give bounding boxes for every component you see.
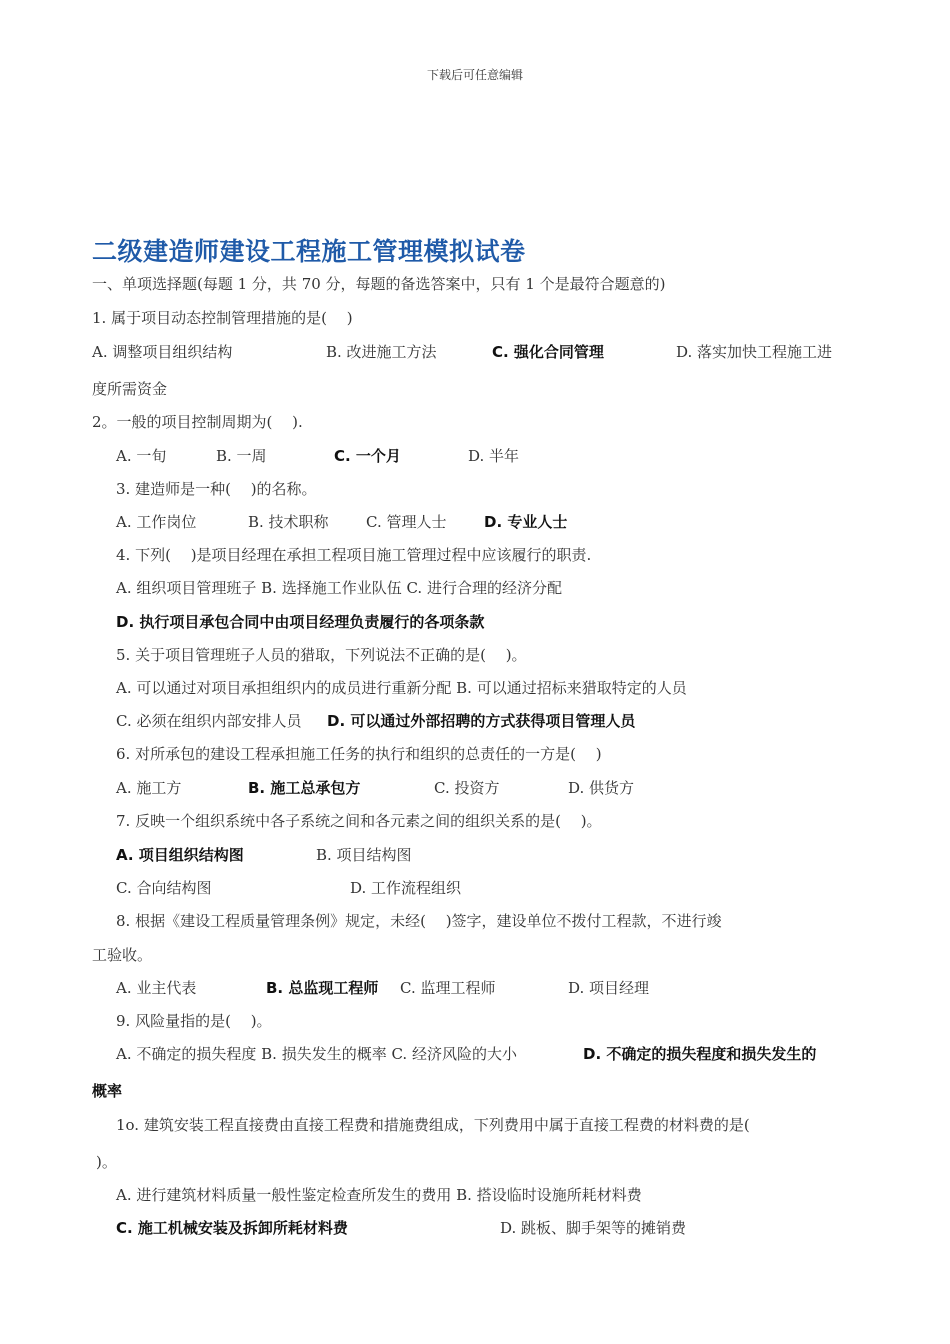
question-1-option-d-cont: 度所需资金 — [92, 380, 168, 398]
question-8-option-d: D. 项目经理 — [568, 979, 650, 997]
question-6-option-c: C. 投资方 — [434, 779, 500, 797]
question-6-stem: 6. 对所承包的建设工程承担施工任务的执行和组织的总责任的一方是( ) — [116, 745, 602, 763]
question-10-option-c: C. 施工机械安装及拆卸所耗材料费 — [116, 1219, 348, 1237]
question-3-option-b: B. 技术职称 — [248, 513, 329, 531]
question-10-option-d: D. 跳板、脚手架等的摊销费 — [500, 1219, 687, 1237]
question-3-option-a: A. 工作岗位 — [116, 513, 197, 531]
question-7-option-a: A. 项目组织结构图 — [116, 846, 244, 864]
question-1-stem: 1. 属于项目动态控制管理措施的是( ) — [92, 309, 353, 327]
question-7-stem: 7. 反映一个组织系统中各子系统之间和各元素之间的组织关系的是( )。 — [116, 812, 602, 830]
question-5-option-d: D. 可以通过外部招聘的方式获得项目管理人员 — [327, 712, 636, 730]
question-1-option-c: C. 强化合同管理 — [492, 343, 604, 361]
question-8-option-a: A. 业主代表 — [116, 979, 197, 997]
question-2-option-d: D. 半年 — [468, 447, 520, 465]
question-4-option-d: D. 执行项目承包合同中由项目经理负责履行的各项条款 — [116, 613, 485, 631]
question-3-option-d: D. 专业人士 — [484, 513, 568, 531]
question-8-stem-cont: 工验收。 — [92, 946, 153, 964]
section-heading: 一、单项选择题(每题 1 分，共 70 分，每题的备选答案中，只有 1 个是最符合题意的) — [92, 275, 666, 293]
question-9-stem: 9. 风险量指的是( )。 — [116, 1012, 272, 1030]
question-10-options-ab: A. 进行建筑材料质量一般性鉴定检查所发生的费用 B. 搭设临时设施所耗材料费 — [116, 1186, 642, 1204]
question-4-options-abc: A. 组织项目管理班子 B. 选择施工作业队伍 C. 进行合理的经济分配 — [116, 579, 562, 597]
question-6-option-d: D. 供货方 — [568, 779, 635, 797]
question-8-stem: 8. 根据《建设工程质量管理条例》规定，未经( )签字，建设单位不拨付工程款，不进行竣 — [116, 912, 722, 930]
question-6-option-a: A. 施工方 — [116, 779, 182, 797]
question-1-option-b: B. 改进施工方法 — [326, 343, 437, 361]
question-10-stem: 1o. 建筑安装工程直接费由直接工程费和措施费组成，下列费用中属于直接工程费的材料费的是( — [116, 1116, 750, 1134]
question-3-option-c: C. 管理人士 — [366, 513, 447, 531]
question-3-stem: 3. 建造师是一种( )的名称。 — [116, 480, 317, 498]
page-title: 二级建造师建设工程施工管理模拟试卷 — [92, 237, 526, 266]
question-10-stem-cont: )。 — [96, 1153, 117, 1171]
question-4-stem: 4. 下列( )是项目经理在承担工程项目施工管理过程中应该履行的职责. — [116, 546, 592, 564]
question-7-option-d: D. 工作流程组织 — [350, 879, 462, 897]
header-note: 下载后可任意编辑 — [426, 68, 523, 82]
question-2-option-a: A. 一旬 — [116, 447, 167, 465]
question-7-option-c: C. 合向结构图 — [116, 879, 212, 897]
question-8-option-b: B. 总监现工程师 — [266, 979, 379, 997]
question-8-option-c: C. 监理工程师 — [400, 979, 496, 997]
question-9-option-d-cont: 概率 — [92, 1082, 123, 1100]
question-2-option-b: B. 一周 — [216, 447, 267, 465]
question-6-option-b: B. 施工总承包方 — [248, 779, 361, 797]
question-9-option-d: D. 不确定的损失程度和损失发生的 — [583, 1045, 817, 1063]
question-5-stem: 5. 关于项目管理班子人员的猎取，下列说法不正确的是( )。 — [116, 646, 527, 664]
question-1-option-d: D. 落实加快工程施工进 — [676, 343, 833, 361]
question-5-options-ab: A. 可以通过对项目承担组织内的成员进行重新分配 B. 可以通过招标来猎取特定的人员 — [116, 679, 687, 697]
question-2-option-c: C. 一个月 — [334, 447, 401, 465]
question-9-options-abc: A. 不确定的损失程度 B. 损失发生的概率 C. 经济风险的大小 — [116, 1045, 517, 1063]
question-5-option-c: C. 必须在组织内部安排人员 — [116, 712, 302, 730]
question-2-stem: 2。一般的项目控制周期为( ). — [92, 413, 303, 431]
question-7-option-b: B. 项目结构图 — [316, 846, 412, 864]
question-1-option-a: A. 调整项目组织结构 — [92, 343, 233, 361]
